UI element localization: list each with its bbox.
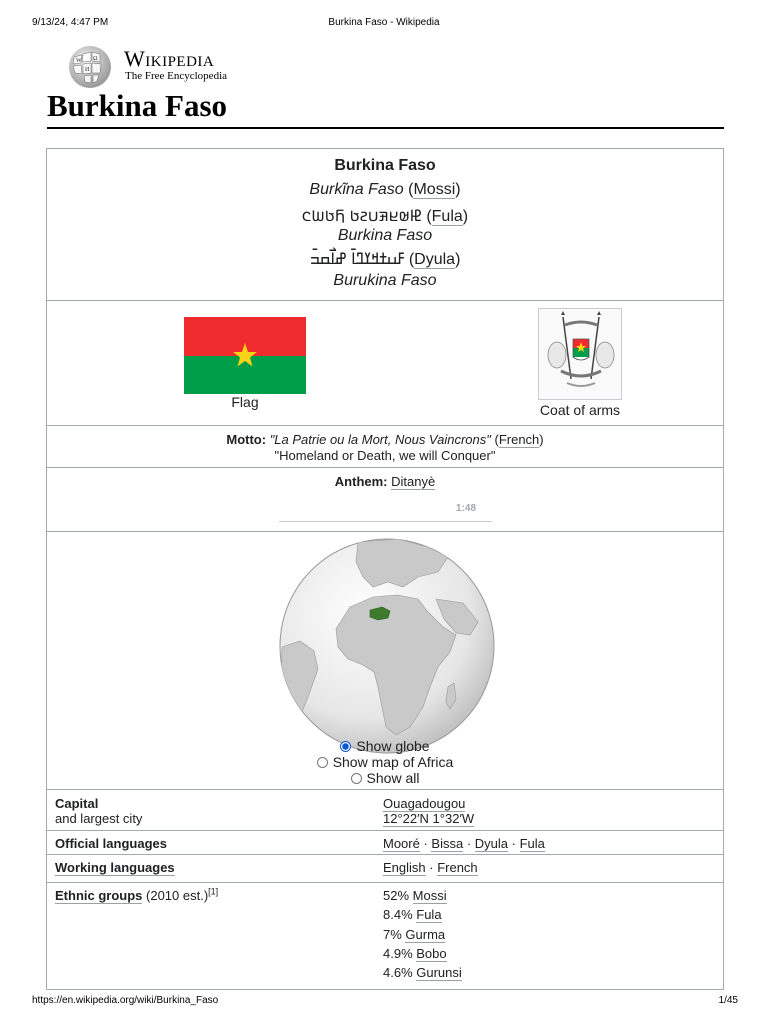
capital-link[interactable]: Ouagadougou [383,796,466,811]
wordmark: Wikipedia [124,46,215,71]
svg-text:Ω: Ω [93,56,98,62]
ethnic-group-pct: 7% [383,927,402,942]
anthem-link[interactable]: Ditanyè [391,474,436,489]
native-name-fula: 𞤄𞤵𞤪𞤳𞤭𞤲𞤢 𞤊𞤢𞤧𞤮 (Fula) [301,208,469,225]
map-option-all[interactable] [47,770,723,786]
infobox-map-row [47,531,723,789]
native-name-text: Burkĩna Faso [309,181,404,198]
ethnic-group-pct: 4.9% [383,946,413,961]
infobox-flag-row [47,300,723,425]
radio-show-africa[interactable] [317,757,328,768]
language-link-fula[interactable]: Fula [519,836,545,851]
radio-show-globe[interactable] [340,741,351,752]
ethnic-group-item [383,888,447,903]
infobox-header: Burkina Faso [334,157,436,174]
coat-of-arms-image[interactable] [538,308,622,400]
svg-text:И: И [85,67,90,73]
language-link-french[interactable]: French [437,860,478,875]
motto-translation: "Homeland or Death, we will Conquer" [274,448,496,463]
coat-of-arms-caption-text: Coat of arms [539,402,621,418]
title-divider [47,127,724,129]
motto-text: "La Patrie ou la Mort, Nous Vaincrons" [269,432,491,447]
language-link-fula[interactable]: Fula [431,208,463,225]
ethnic-groups-link[interactable]: Ethnic groups [55,888,143,903]
coat-of-arms-icon [539,309,623,401]
wikipedia-logo[interactable] [64,40,244,90]
infobox-official-languages-row [47,830,723,854]
infobox-working-languages-row [47,854,723,882]
capital-label [55,796,142,826]
language-link-dyula[interactable]: Dyula [474,836,509,851]
native-name-mossi: Burkĩna Faso (Mossi) [309,181,461,198]
working-languages-value [383,860,478,875]
capital-sublabel: and largest city [55,811,143,826]
flag-image[interactable] [184,317,306,394]
language-link-mossi[interactable]: Mossi [413,181,456,198]
language-link-dyula[interactable]: Dyula [414,251,456,268]
ethnic-group-item [383,927,445,942]
native-name-burukina: Burukina Faso [333,272,437,289]
reference-link[interactable]: [1] [208,886,219,897]
infobox [46,148,724,990]
motto-language-link[interactable]: French [498,432,540,447]
capital-coordinates-link[interactable]: 12°22′N 1°32′W [383,811,475,826]
map-option-africa[interactable] [47,754,723,770]
print-url: https://en.wikipedia.org/wiki/Burkina_Faso [32,995,219,1006]
map-option-label: Show map of Africa [332,754,454,770]
anthem-line [47,474,723,489]
native-name-text: 𞤄𞤵𞤪𞤳𞤭𞤲𞤢 𞤊𞤢𞤧𞤮 [301,208,422,225]
svg-text:W: W [76,58,82,64]
capital-label-text: Capital [55,796,99,811]
ethnic-group-link[interactable]: Mossi [412,888,447,903]
article-title: Burkina Faso [47,88,228,123]
coat-of-arms-caption-link[interactable] [517,402,643,418]
infobox-anthem-row [47,467,723,531]
ethnic-group-pct: 52% [383,888,410,903]
print-page-title: Burkina Faso - Wikipedia [328,17,440,28]
map-option-globe[interactable] [47,738,723,754]
flag-caption-link[interactable] [184,394,306,410]
native-name-dyula: ߓߎߙߞߌߣߊ߫ ߝߊ߯ߛߏ߫ (Dyula) [309,251,461,268]
location-globe-map[interactable] [278,537,496,755]
ethnic-group-item [383,946,447,961]
ethnic-group-link[interactable]: Gurma [405,927,446,942]
official-languages-label: Official languages [55,836,167,851]
infobox-motto-row [47,425,723,467]
ethnic-group-link[interactable]: Fula [416,907,442,922]
tagline: The Free Encyclopedia [125,70,228,82]
flag-star-icon [232,342,258,368]
separator: · [419,836,432,851]
audio-duration: 1:48 [455,503,476,514]
language-link-english[interactable]: English [383,860,426,875]
infobox-ethnic-groups-row [47,882,723,990]
native-name-text: ߓߎߙߞߌߣߊ߫ ߝߊ߯ߛߏ߫ [309,251,405,268]
anthem-audio-player[interactable] [279,498,492,522]
ethnic-group-link[interactable]: Bobo [416,946,447,961]
anthem-label: Anthem: [334,474,388,489]
separator: · [508,836,520,851]
separator: · [425,860,438,875]
wikipedia-globe-icon [64,43,116,89]
ethnic-group-pct: 8.4% [383,907,413,922]
map-option-label: Show all [366,770,420,786]
ethnic-group-link[interactable]: Gurunsi [416,965,462,980]
native-name-latin: Burkina Faso [337,227,433,244]
motto-label: Motto: [226,432,267,447]
language-link-moore[interactable]: Mooré [383,836,420,851]
ethnic-group-pct: 4.6% [383,965,413,980]
ethnic-group-item [383,907,442,922]
language-link-bissa[interactable]: Bissa [431,836,464,851]
radio-show-all[interactable] [351,773,362,784]
working-languages-label-link[interactable]: Working languages [55,860,175,875]
ethnic-groups-note: (2010 est.) [146,888,209,903]
official-languages-value [383,836,545,851]
ethnic-groups-label [55,888,218,903]
motto-line: Motto: "La Patrie ou la Mort, Nous Vaincrons" (French) [226,432,544,447]
map-option-label: Show globe [356,738,430,754]
print-timestamp: 9/13/24, 4:47 PM [32,17,109,28]
capital-value [383,796,474,826]
infobox-capital-row [47,789,723,830]
ethnic-group-item [383,965,462,980]
flag-caption-text: Flag [231,394,259,410]
separator: · [463,836,475,851]
print-page-number: 1/45 [718,995,738,1006]
infobox-names [47,149,723,300]
